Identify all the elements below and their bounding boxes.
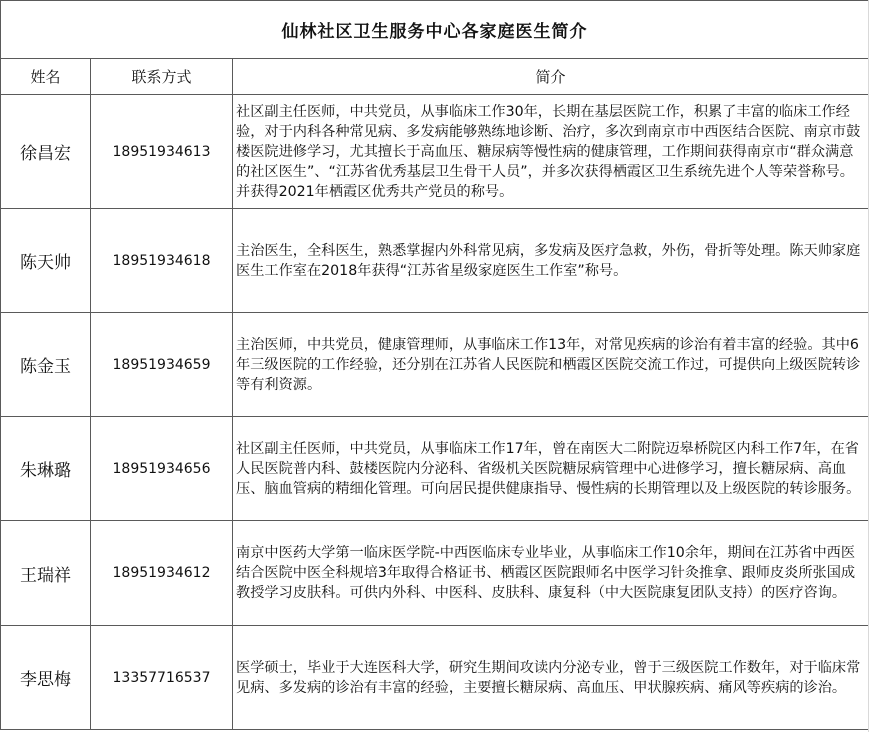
doctor-phone: 18951934659 — [91, 313, 233, 417]
doctor-phone: 13357716537 — [91, 626, 233, 730]
table-row — [1, 626, 869, 730]
doctor-name: 朱琳璐 — [1, 417, 91, 521]
doctor-phone: 18951934612 — [91, 521, 233, 626]
doctor-intro: 社区副主任医师，中共党员，从事临床工作30年，长期在基层医院工作，积累了丰富的临床工作经验，对于内科各种常见病、多发病能够熟练地诊断、治疗，多次到南京市中西医结合医院、南京市鼓楼医院进修学习，尤其擅长于高血压、糖尿病等慢性病的健康管理，工作期间获得南京市“群众满意的社区医生”、“江苏省优秀基层卫生骨干人员”，并多次获得栖霞区卫生系统先进个人等荣誉称号。并获得2021年栖霞区优秀共产党员的称号。 — [236, 103, 861, 200]
doctor-intro: 主治医师，中共党员，健康管理师，从事临床工作13年，对常见疾病的诊治有着丰富的经验。其中6年三级医院的工作经验，还分别在江苏省人民医院和栖霞区医院交流工作过，可提供向上级医院转诊等有利资源。 — [236, 336, 861, 393]
doctor-phone: 18951934618 — [91, 209, 233, 313]
doctor-intro: 南京中医药大学第一临床医学院-中西医临床专业毕业，从事临床工作10余年，期间在江苏省中西医结合医院中医全科规培3年取得合格证书、栖霞区医院跟师名中医学习针灸推拿、跟师皮炎所张国成教授学习皮肤科。可供内外科、中医科、皮肤科、康复科（中大医院康复团队支持）的医疗咨询。 — [236, 545, 856, 601]
doctor-intro-cell — [233, 417, 869, 521]
header-row — [1, 59, 869, 95]
doctor-name: 王瑞祥 — [1, 521, 91, 626]
doctor-name: 陈天帅 — [1, 209, 91, 313]
table-row — [1, 313, 869, 417]
table-row — [1, 521, 869, 626]
doctor-name: 徐昌宏 — [1, 95, 91, 209]
doctor-intro: 社区副主任医师，中共党员，从事临床工作17年，曾在南医大二附院迈皋桥院区内科工作7年，在省人民医院普内科、鼓楼医院内分泌科、省级机关医院糖尿病管理中心进修学习，擅长糖尿病、高血压、脑血管病的精细化管理。可向居民提供健康指导、慢性病的长期管理以及上级医院的转诊服务。 — [236, 440, 861, 497]
doctor-intro-cell — [233, 313, 869, 417]
header-intro: 简介 — [233, 59, 869, 95]
title-row — [1, 1, 869, 59]
doctor-phone: 18951934656 — [91, 417, 233, 521]
doctor-intro: 医学硕士，毕业于大连医科大学，研究生期间攻读内分泌专业，曾于三级医院工作数年，对于临床常见病、多发病的诊治有丰富的经验，主要擅长糖尿病、高血压、甲状腺疾病、痛风等疾病的诊治。 — [236, 659, 861, 696]
doctor-name: 陈金玉 — [1, 313, 91, 417]
doctor-intro-cell — [233, 95, 869, 209]
table-row — [1, 417, 869, 521]
table-row — [1, 209, 869, 313]
doctor-phone: 18951934613 — [91, 95, 233, 209]
doctor-intro-cell — [233, 626, 869, 730]
table-row — [1, 95, 869, 209]
doctor-intro-cell — [233, 209, 869, 313]
doctor-intro: 主治医生，全科医生，熟悉掌握内外科常见病，多发病及医疗急救，外伤，骨折等处理。陈天帅家庭医生工作室在2018年获得“江苏省星级家庭医生工作室”称号。 — [236, 242, 861, 279]
doctor-intro-cell — [233, 521, 869, 626]
header-name: 姓名 — [1, 59, 91, 95]
table-title: 仙林社区卫生服务中心各家庭医生简介 — [1, 1, 869, 59]
doctor-name: 李思梅 — [1, 626, 91, 730]
header-contact: 联系方式 — [91, 59, 233, 95]
